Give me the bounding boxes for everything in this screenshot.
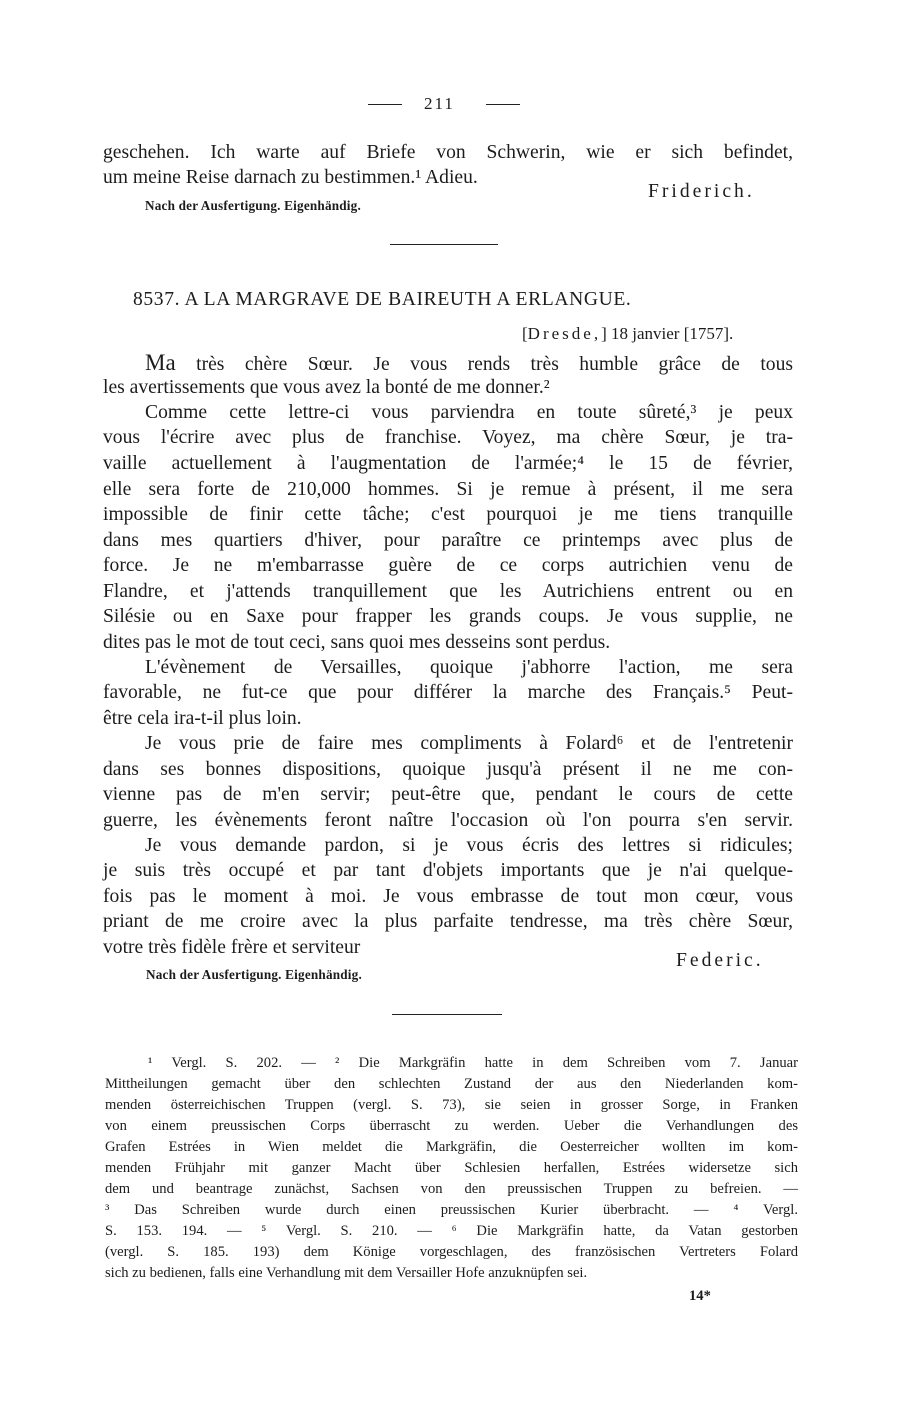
text-line: votre très fidèle frère et serviteur bbox=[103, 937, 361, 958]
text-line: dans mes quartiers d'hiver, pour paraître ce printemps avec plus de bbox=[103, 530, 793, 551]
section-divider bbox=[392, 1014, 502, 1015]
text-line: dites pas le mot de tout ceci, sans quoi mes desseins sont perdus. bbox=[103, 632, 611, 653]
text-line: Je vous demande pardon, si je vous écris des lettres si ridicules; bbox=[145, 835, 793, 856]
text-line: vienne pas de m'en servir; peut-être que, pendant le cours de cette bbox=[103, 784, 793, 805]
letter-dateline bbox=[522, 324, 733, 344]
text-line: elle sera forte de 210,000 hommes. Si je remue à présent, il me sera bbox=[103, 479, 793, 500]
letter-heading: 8537. A LA MARGRAVE DE BAIREUTH A ERLANGUE. bbox=[133, 289, 632, 310]
page-number: 211 bbox=[424, 94, 455, 113]
footnote-line: menden Frühjahr mit ganzer Macht über Schlesien herfallen, Estrées widersetze sich bbox=[105, 1160, 798, 1176]
footnote-line: ¹ Vergl. S. 202. — ² Die Markgräfin hatte in dem Schreiben vom 7. Januar bbox=[148, 1055, 798, 1071]
text-line: je suis très occupé et par tant d'objets importants que je n'ai quelque- bbox=[103, 860, 793, 881]
text-line: vaille actuellement à l'augmentation de l'armée;⁴ le 15 de février, bbox=[103, 453, 793, 474]
footnote-line: (vergl. S. 185. 193) dem Könige vorgeschlagen, des französischen Vertreters Folard bbox=[105, 1244, 798, 1260]
text-line: impossible de finir cette tâche; c'est pourquoi je me tiens tranquille bbox=[103, 504, 793, 525]
footnote-line: menden österreichischen Truppen (vergl. S. 73), sie seien in grosser Sorge, in Franken bbox=[105, 1097, 798, 1113]
footnote-line: Grafen Estrées in Wien meldet die Markgräfin, die Oesterreicher wollten im kom- bbox=[105, 1139, 798, 1155]
source-note: Nach der Ausfertigung. Eigenhändig. bbox=[146, 967, 362, 982]
salutation-rest: très chère Sœur. Je vous rends très humble grâce de tous bbox=[196, 354, 794, 375]
text-line: être cela ira-t-il plus loin. bbox=[103, 708, 302, 729]
text-line: dans ses bonnes dispositions, quoique jusqu'à présent il ne me con- bbox=[103, 759, 793, 780]
date-bracket-close: ] bbox=[601, 324, 607, 343]
footnote-line: dem und beantrage zunächst, Sachsen von den preussischen Truppen zu befreien. — bbox=[105, 1181, 798, 1197]
text-line: les avertissements que vous avez la bonté de me donner.² bbox=[103, 377, 550, 398]
header-rule-right bbox=[486, 104, 520, 105]
salutation-initial: Ma bbox=[145, 350, 176, 375]
footnote-line: ³ Das Schreiben wurde durch einen preussischen Kurier überbracht. — ⁴ Vergl. bbox=[105, 1202, 798, 1218]
footnote-line: von einem preussischen Corps überrascht zu werden. Ueber die Verhandlungen des bbox=[105, 1118, 798, 1134]
section-divider bbox=[390, 244, 498, 245]
text-line: fois pas le moment à moi. Je vous embrasse de tout mon cœur, vous bbox=[103, 886, 793, 907]
text-line: Je vous prie de faire mes compliments à Folard⁶ et de l'entretenir bbox=[145, 733, 793, 754]
text-line: force. Je ne m'embarrasse guère de ce corps autrichien venu de bbox=[103, 555, 793, 576]
footnote-line: sich zu bedienen, falls eine Verhandlung mit dem Versailler Hofe anzuknüpfen sei. bbox=[105, 1265, 588, 1281]
text-line bbox=[145, 351, 793, 375]
text-line: Silésie ou en Saxe pour frapper les grands coups. Je vous supplie, ne bbox=[103, 606, 793, 627]
date-bracket-open: [ bbox=[522, 324, 528, 343]
text-line: guerre, les évènements feront naître l'occasion où l'on pourra s'en servir. bbox=[103, 810, 793, 831]
text-line: um meine Reise darnach zu bestimmen.¹ Adieu. bbox=[103, 167, 478, 188]
header-rule-left bbox=[368, 104, 402, 105]
signature: Friderich. bbox=[648, 181, 755, 202]
text-line: geschehen. Ich warte auf Briefe von Schwerin, wie er sich befindet, bbox=[103, 142, 793, 163]
footnote-line: S. 153. 194. — ⁵ Vergl. S. 210. — ⁶ Die Markgräfin hatte, da Vatan gestorben bbox=[105, 1223, 798, 1239]
footnote-line: Mittheilungen gemacht über den schlechten Zustand der aus den Niederlanden kom- bbox=[105, 1076, 798, 1092]
date: 18 janvier bbox=[611, 324, 680, 343]
text-line: Flandre, et j'attends tranquillement que les Autrichiens entrent ou en bbox=[103, 581, 793, 602]
signature-mark: 14* bbox=[689, 1288, 711, 1304]
text-line: priant de me croire avec la plus parfaite tendresse, ma très chère Sœur, bbox=[103, 911, 793, 932]
place: Dresde, bbox=[527, 324, 602, 343]
text-line: favorable, ne fut-ce que pour différer la marche des Français.⁵ Peut- bbox=[103, 682, 793, 703]
text-line: L'évènement de Versailles, quoique j'abhorre l'action, me sera bbox=[145, 657, 793, 678]
source-note: Nach der Ausfertigung. Eigenhändig. bbox=[145, 198, 361, 213]
signature: Federic. bbox=[676, 950, 764, 971]
text-line: vous l'écrire avec plus de franchise. Voyez, ma chère Sœur, je tra- bbox=[103, 427, 793, 448]
text-line: Comme cette lettre-ci vous parviendra en toute sûreté,³ je peux bbox=[145, 402, 793, 423]
year: [1757]. bbox=[683, 324, 734, 343]
